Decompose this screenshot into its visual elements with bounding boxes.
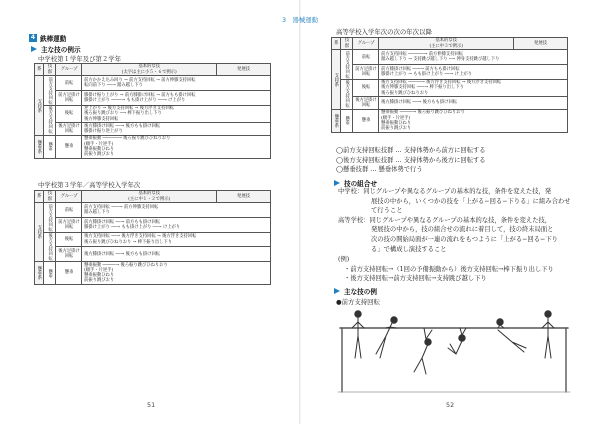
group-cell: 前転 (353, 50, 379, 65)
tech-line: 踏み越し下り (84, 210, 110, 216)
group-cell: 後方足掛け回転 (56, 123, 82, 135)
tech-line: 前方支持回転 ───→ 前方伸膝支持回転 (84, 204, 159, 210)
tech-example-item: ●前方支持回転 (336, 298, 380, 306)
tech-cell (82, 105, 271, 123)
tech-line: 後方伸膝支持回転 ───→ 棒下振り出し下り (381, 85, 464, 91)
tech-line: 前方かかえ込み回り → 前方支持回転 → 前方伸膝支持回転 (84, 77, 196, 83)
tech-cell (379, 79, 568, 97)
front-support-rotation-illustration (336, 308, 572, 394)
tech-line: 懸垂振動 ─────→ 後ろ振り跳びひねりおり (381, 110, 465, 116)
group-cell: 後転 (56, 105, 82, 123)
table-grade3-hs1 (34, 190, 271, 285)
header-sys: 系 (35, 64, 44, 76)
table-row (35, 232, 271, 247)
tech-line: 後方膝掛け回転 ──→ 後方もも掛け回転 (381, 100, 458, 106)
table-row (332, 65, 568, 80)
table-row (35, 123, 271, 135)
header-basic: 基本的な技 (太字は主に小５・６で例示) (82, 64, 217, 76)
group-cell: 後転 (353, 79, 379, 97)
page-number-right: 52 (446, 401, 455, 409)
tech-line: (順手・片逆手) (381, 115, 411, 121)
group-cell: 後方足掛け回転 (353, 97, 379, 109)
tech-cell (82, 76, 271, 91)
gun-cell: 懸垂 (44, 262, 56, 285)
example-line: ・前方支持回転→（1回の予備振動から）後方支持回転→棒下振り出し下り (344, 265, 554, 273)
note-line: ◯前方支持回転技群 … 支持体勢から前方に回転する (336, 147, 486, 154)
sys-cell: 支持系 (35, 203, 44, 262)
sys-cell: 支持系 (35, 76, 44, 135)
table-header-row (35, 64, 271, 76)
group-cell: 前転 (56, 203, 82, 218)
tech-line: 踏み越し下り → 支持跳び越し下り ─→ 伸身支持跳び越し下り (381, 57, 500, 63)
notes-block (336, 146, 486, 175)
header-tech-sys: 技群 (44, 64, 56, 76)
table-row (332, 109, 568, 132)
combo-line: 中学校：同じグループや異なるグループの基本的な技，条件を変えた技，発 (338, 188, 552, 195)
group-cell: 前転 (56, 76, 82, 91)
combo-line: 発展技の中から，技の組合せの流れに着目して，技の終末局面と (371, 226, 554, 234)
tech-line: (順手・片逆手) (84, 267, 114, 273)
table-row (35, 203, 271, 218)
example-line: ・後方支持回転→前方支持回転→支持跳び越し下り (344, 275, 487, 283)
section-title: 鉄棒運動 (40, 35, 67, 43)
combo-line: て行うこと (371, 207, 403, 215)
tech-line: 後ろ振り跳びおり ─→ 棒下振り出し下り (84, 111, 162, 117)
gun-cell: 後方支持回転 (341, 79, 353, 109)
gun-cell: 前方支持回転 (341, 50, 353, 79)
table-row (35, 91, 271, 106)
examples-heading-text: 主な技の例示 (41, 46, 81, 54)
tech-cell (379, 97, 568, 109)
tech-line: 懸垂振動 ─────→ 後ろ振り跳びひねりおり (84, 262, 168, 268)
page-gutter (299, 0, 301, 424)
triangle-bullet-icon (334, 180, 340, 186)
tech-line: 後方支持回転 ──→ 後方浮き支持回転 → 後方浮き支持回転 (84, 234, 197, 240)
group-cell: 懸垂 (353, 109, 379, 132)
note-line: ◯懸垂技群 … 懸垂体勢で行う (336, 166, 423, 174)
tech-cell (379, 65, 568, 80)
gun-cell: 前方支持回転 (44, 76, 56, 105)
combo-line: 次の技の開始局面が一連の流れをもつように「上がる−回る−下り (371, 235, 558, 243)
tech-line: 懸垂振動 ──────→ 後ろ振り跳びひねりおり (84, 136, 171, 142)
group-cell: 懸垂 (56, 262, 82, 285)
header-sys: 系 (35, 191, 44, 203)
header-basic: 基本的な技 (主に中３で例示) (379, 38, 514, 50)
combo-line: 展技の中から，いくつかの技を「上がる−回る−下りる」に組み合わせ (371, 197, 571, 205)
group-cell: 後転 (56, 232, 82, 247)
example-label: (例) (338, 256, 350, 264)
sys-cell: 懸垂系 (35, 262, 44, 285)
tech-line: 後方支持回転 ─────→ 後方浮き支持回転 → 後方浮き支持回転 (381, 80, 502, 86)
table2-title: 中学校第３学年／高等学校入学年次 (38, 181, 141, 189)
tech-example-heading (334, 286, 377, 296)
tech-line: 前方膝掛け回転 ──→ 前方もも掛け回転 (84, 219, 161, 225)
tech-line: 膝掛け上がり ────→ もも掛け上がり ──→ け上がり (84, 97, 186, 103)
combo-heading-text: 技の組合せ (344, 180, 377, 188)
tech-cell (82, 232, 271, 247)
tech-line: 後方伸膝支持回転 (84, 116, 119, 122)
tech-cell (82, 262, 271, 285)
combo-text (338, 187, 570, 284)
table-hs2-later (331, 37, 568, 133)
group-cell: 前方足掛け回転 (56, 91, 82, 106)
header-group: グループ (353, 38, 379, 50)
header-dev: 発展技 (217, 191, 271, 203)
gun-cell: 懸垂 (341, 109, 353, 132)
group-cell: 懸垂 (56, 135, 82, 158)
table-row (35, 135, 271, 158)
tech-line: 前方膝掛け回転 ───→ 前方もも掛け回転 (381, 66, 460, 72)
gun-cell: 前方支持回転 (44, 203, 56, 232)
tech-line: (順手・片逆手) (84, 141, 114, 147)
tech-cell (82, 218, 271, 233)
header-dev: 発展技 (217, 64, 271, 76)
table1-title: 中学校第１学年及び第２学年 (38, 55, 122, 63)
tech-example-heading-text: 主な技の例 (344, 288, 377, 296)
group-cell: 後方足掛け回転 (56, 247, 82, 262)
tech-cell (379, 50, 568, 65)
table-header-row (332, 38, 568, 50)
sys-cell: 支持系 (332, 50, 341, 109)
note-line: ◯後方支持回転技群 … 支持体勢から後方に回転する (336, 156, 486, 164)
header-dev: 発展技 (514, 38, 568, 50)
tech-cell (82, 247, 271, 262)
header-group: グループ (56, 191, 82, 203)
tech-line: 懸垂振動ひねり (381, 120, 412, 126)
section-number-badge: 4 (30, 34, 36, 41)
group-cell: 前方足掛け回転 (56, 218, 82, 233)
table-row (332, 50, 568, 65)
tech-line: 膝掛け振り逆上がり (84, 129, 123, 135)
gun-cell: 後方支持回転 (44, 232, 56, 261)
table-grade1-2 (34, 63, 271, 159)
table-row (332, 79, 568, 97)
tech-line: 前振り跳びおり (381, 126, 412, 132)
gun-cell: 懸垂 (44, 135, 56, 158)
header-tech-sys: 技群 (44, 191, 56, 203)
table-row (35, 247, 271, 262)
page-number-left: 51 (147, 401, 156, 409)
tech-line: 膝掛け振り上がり → 前方膝掛け回転 → 前方もも掛け回転 (84, 92, 196, 98)
tech-line: 懸垂振動ひねり (84, 146, 115, 152)
triangle-bullet-icon (31, 46, 37, 52)
header-sys: 系 (332, 38, 341, 50)
tech-line: 膝掛け上がり → もも掛け上がり ──→ け上がり (381, 71, 472, 77)
table-header-row (35, 191, 271, 203)
tech-line: 後ろ振り跳びひねりおり → 棒下振り出し下り (84, 239, 173, 245)
combo-line: る」で構成し演技すること (371, 245, 447, 253)
table3-title: 高等学校入学年次の次の年次以降 (336, 28, 432, 36)
table-row (35, 262, 271, 285)
examples-heading (31, 44, 81, 54)
tech-line: 前方支持回転 ──────→ 前方伸膝支持回転 (381, 51, 464, 57)
tech-cell (82, 91, 271, 106)
tech-line: 懸垂振動ひねり (84, 273, 115, 279)
triangle-bullet-icon (334, 288, 340, 294)
tech-cell (82, 135, 271, 158)
tech-line: 後方膝掛け回転 ──→ 後方もも掛け回転 (84, 251, 161, 257)
tech-cell (82, 123, 271, 135)
tech-line: 前振り跳びおり (84, 152, 115, 158)
table-row (35, 218, 271, 233)
tech-line: 前振り跳びおり (84, 278, 115, 284)
tech-cell (82, 203, 271, 218)
table-row (35, 76, 271, 91)
sys-cell: 懸垂系 (35, 135, 44, 158)
sys-cell: 懸垂系 (332, 109, 341, 132)
tech-line: 転向前下り ──→ 踏み越し下り (84, 83, 143, 89)
table-row (35, 105, 271, 123)
section-heading (29, 33, 66, 43)
group-cell: 前方足掛け回転 (353, 65, 379, 80)
tech-line: 逆上がり → 後方支持回転 → 後方浮き支持回転 (84, 106, 175, 112)
running-head: 3 器械運動 (281, 16, 319, 24)
tech-line: 後方膝掛け回転 ──→ 後方もも掛け回転 (84, 123, 161, 129)
header-tech-sys: 技群 (341, 38, 353, 50)
tech-line: 膝掛け上がり ──→ もも掛け上がり ──→ け上がり (84, 224, 181, 230)
gun-cell: 後方支持回転 (44, 105, 56, 135)
header-group: グループ (56, 64, 82, 76)
tech-cell (379, 109, 568, 132)
table-row (332, 97, 568, 109)
combo-line: 高等学校：同じグループや異なるグループの基本的な技，条件を変えた技， (338, 216, 552, 224)
header-basic: 基本的な技 (主に中１・２で例示) (82, 191, 217, 203)
tech-line: 後ろ振り跳びひねりおり (381, 90, 429, 96)
